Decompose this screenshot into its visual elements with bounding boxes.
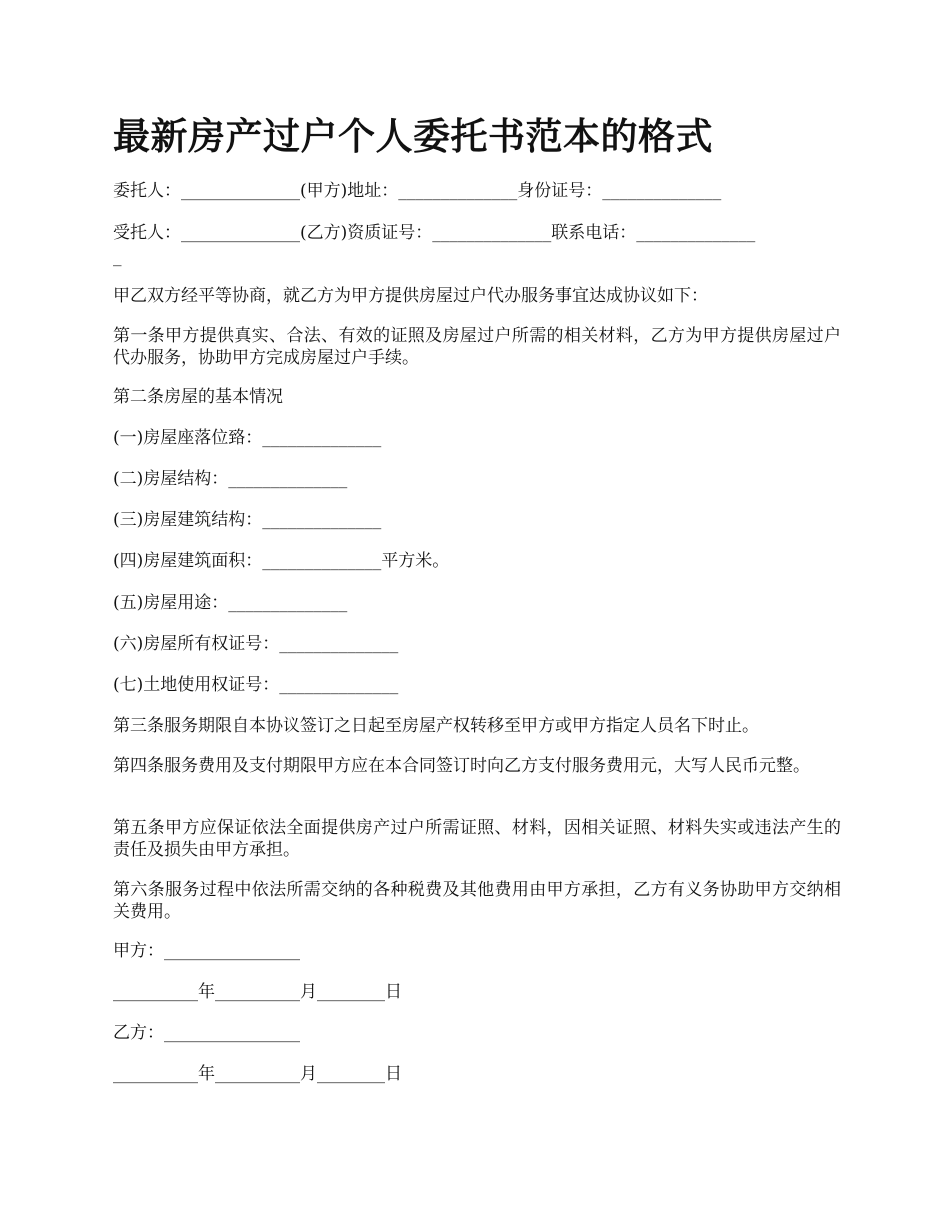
article-3: 第三条服务期限自本协议签订之日起至房屋产权转移至甲方或甲方指定人员名下时止。: [113, 716, 759, 736]
principal-line: 委托人：______________(甲方)地址：______________身份证号：______________: [113, 181, 722, 201]
document-title: 最新房产过户个人委托书范本的格式: [113, 114, 713, 158]
party-a-date: __________年__________月________日: [113, 982, 402, 1002]
article-1: 第一条甲方提供真实、合法、有效的证照及房屋过户所需的相关材料，乙方为甲方提供房屋过户代办服务，协助甲方完成房屋过户手续。: [113, 326, 841, 368]
article-6: 第六条服务过程中依法所需交纳的各种税费及其他费用由甲方承担，乙方有义务协助甲方交纳相关费用。: [113, 880, 841, 922]
article-5: 第五条甲方应保证依法全面提供房产过户所需证照、材料，因相关证照、材料失实或违法产生的责任及损失由甲方承担。: [113, 818, 841, 860]
article-2-heading: 第二条房屋的基本情况: [113, 387, 283, 407]
property-floor-area: (四)房屋建筑面积：______________平方米。: [113, 551, 450, 571]
agreement-intro: 甲乙双方经平等协商，就乙方为甲方提供房屋过户代办服务事宜达成协议如下：: [113, 286, 708, 306]
article-4: 第四条服务费用及支付期限甲方应在本合同签订时向乙方支付服务费用元，大写人民币元整。: [113, 756, 810, 776]
agent-line-overflow: _: [113, 247, 122, 267]
land-use-certificate: (七)土地使用权证号：______________: [113, 675, 399, 695]
property-structure: (二)房屋结构：______________: [113, 469, 348, 489]
property-usage: (五)房屋用途：______________: [113, 593, 348, 613]
agent-line: 受托人：______________(乙方)资质证号：______________联系电话：______________: [113, 223, 756, 243]
property-location: (一)房屋座落位臵：______________: [113, 428, 382, 448]
property-ownership-certificate: (六)房屋所有权证号：______________: [113, 634, 399, 654]
property-building-structure: (三)房屋建筑结构：______________: [113, 510, 382, 530]
party-b-date: __________年__________月________日: [113, 1064, 402, 1084]
party-a-signature: 甲方：________________: [113, 941, 300, 961]
party-b-signature: 乙方：________________: [113, 1023, 300, 1043]
